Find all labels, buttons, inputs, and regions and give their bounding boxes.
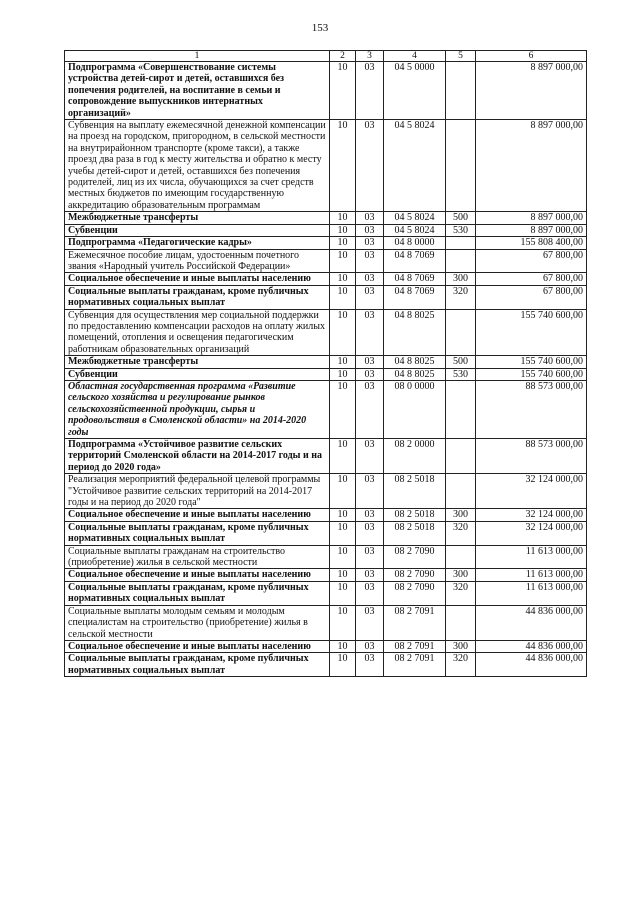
row-subsection-cell: 03 <box>356 509 384 521</box>
row-amount-cell: 155 808 400,00 <box>476 237 587 249</box>
row-subsection-cell: 03 <box>356 273 384 285</box>
row-section-cell: 10 <box>330 581 356 605</box>
row-expense-type-cell <box>446 309 476 356</box>
row-name-cell: Межбюджетные трансферты <box>65 356 330 368</box>
row-section-cell: 10 <box>330 224 356 236</box>
budget-table <box>64 50 587 677</box>
row-name-cell: Ежемесячное пособие лицам, удостоенным почетного звания «Народный учитель Российской Федерации» <box>65 249 330 273</box>
row-expense-type-cell: 300 <box>446 569 476 581</box>
row-section-cell: 10 <box>330 521 356 545</box>
row-subsection-cell: 03 <box>356 439 384 474</box>
row-expense-type-cell: 530 <box>446 368 476 380</box>
row-section-cell: 10 <box>330 62 356 120</box>
table-row <box>65 212 587 224</box>
table-row <box>65 605 587 640</box>
row-name-cell: Социальные выплаты гражданам на строительство (приобретение) жилья в сельской местности <box>65 545 330 569</box>
row-expense-type-cell: 500 <box>446 212 476 224</box>
row-name-cell: Реализация мероприятий федеральной целевой программы "Устойчивое развитие сельских территорий на 2014-2017 годы и на период до 2020 года" <box>65 474 330 509</box>
row-expense-type-cell <box>446 545 476 569</box>
row-expense-type-cell <box>446 62 476 120</box>
row-target-code-cell: 08 2 7091 <box>384 653 446 677</box>
row-subsection-cell: 03 <box>356 249 384 273</box>
row-section-cell: 10 <box>330 605 356 640</box>
row-name-cell: Социальное обеспечение и иные выплаты населению <box>65 569 330 581</box>
table-row <box>65 474 587 509</box>
row-name-cell: Субвенция для осуществления мер социальной поддержки по предоставлению компенсации расходов на оплату жилых помещений, отопления и освещения педагогическим работникам образовательных организаций <box>65 309 330 356</box>
row-subsection-cell: 03 <box>356 212 384 224</box>
row-amount-cell: 155 740 600,00 <box>476 356 587 368</box>
row-section-cell: 10 <box>330 309 356 356</box>
table-row <box>65 356 587 368</box>
row-subsection-cell: 03 <box>356 285 384 309</box>
row-expense-type-cell <box>446 474 476 509</box>
table-row <box>65 439 587 474</box>
row-target-code-cell: 08 2 5018 <box>384 509 446 521</box>
table-row <box>65 273 587 285</box>
header-cell-name: 1 <box>65 51 330 62</box>
row-amount-cell: 32 124 000,00 <box>476 521 587 545</box>
row-name-cell: Субвенции <box>65 224 330 236</box>
row-name-cell: Социальные выплаты гражданам, кроме публичных нормативных социальных выплат <box>65 653 330 677</box>
table-row <box>65 521 587 545</box>
row-section-cell: 10 <box>330 509 356 521</box>
row-amount-cell: 44 836 000,00 <box>476 605 587 640</box>
table-row <box>65 62 587 120</box>
row-name-cell: Социальные выплаты молодым семьям и молодым специалистам на строительство (приобретение) жилья в сельской местности <box>65 605 330 640</box>
row-amount-cell: 67 800,00 <box>476 249 587 273</box>
header-cell-subsection: 3 <box>356 51 384 62</box>
row-target-code-cell: 04 8 8025 <box>384 309 446 356</box>
row-section-cell: 10 <box>330 545 356 569</box>
row-expense-type-cell: 320 <box>446 653 476 677</box>
header-row <box>65 51 587 62</box>
row-subsection-cell: 03 <box>356 474 384 509</box>
row-name-cell: Областная государственная программа «Развитие сельского хозяйства и регулирование рынков сельскохозяйственной продукции, сырья и продовольствия в Смоленской области» на 2014-2020 годы <box>65 380 330 438</box>
row-name-cell: Подпрограмма «Устойчивое развитие сельских территорий Смоленской области на 2014-2017 годы и на период до 2020 года» <box>65 439 330 474</box>
row-name-cell: Социальное обеспечение и иные выплаты населению <box>65 509 330 521</box>
row-subsection-cell: 03 <box>356 653 384 677</box>
row-section-cell: 10 <box>330 640 356 652</box>
row-expense-type-cell <box>446 605 476 640</box>
row-amount-cell: 67 800,00 <box>476 285 587 309</box>
table-row <box>65 569 587 581</box>
header-cell-target-code: 4 <box>384 51 446 62</box>
row-target-code-cell: 08 2 0000 <box>384 439 446 474</box>
table-row <box>65 380 587 438</box>
row-target-code-cell: 04 8 7069 <box>384 249 446 273</box>
row-expense-type-cell <box>446 120 476 212</box>
header-cell-amount: 6 <box>476 51 587 62</box>
row-subsection-cell: 03 <box>356 380 384 438</box>
row-subsection-cell: 03 <box>356 640 384 652</box>
row-target-code-cell: 04 8 8025 <box>384 356 446 368</box>
row-target-code-cell: 04 8 7069 <box>384 285 446 309</box>
row-amount-cell: 155 740 600,00 <box>476 309 587 356</box>
row-name-cell: Социальное обеспечение и иные выплаты населению <box>65 273 330 285</box>
row-name-cell: Социальное обеспечение и иные выплаты населению <box>65 640 330 652</box>
table-row <box>65 224 587 236</box>
row-target-code-cell: 08 2 7091 <box>384 640 446 652</box>
row-target-code-cell: 04 8 8025 <box>384 368 446 380</box>
table-row <box>65 640 587 652</box>
row-target-code-cell: 04 8 7069 <box>384 273 446 285</box>
row-target-code-cell: 08 2 5018 <box>384 474 446 509</box>
row-amount-cell: 8 897 000,00 <box>476 62 587 120</box>
row-section-cell: 10 <box>330 439 356 474</box>
row-section-cell: 10 <box>330 356 356 368</box>
row-section-cell: 10 <box>330 569 356 581</box>
row-amount-cell: 155 740 600,00 <box>476 368 587 380</box>
row-expense-type-cell: 320 <box>446 581 476 605</box>
table-row <box>65 309 587 356</box>
table-row <box>65 545 587 569</box>
row-expense-type-cell: 300 <box>446 509 476 521</box>
row-subsection-cell: 03 <box>356 545 384 569</box>
row-expense-type-cell <box>446 380 476 438</box>
table-row <box>65 368 587 380</box>
row-section-cell: 10 <box>330 474 356 509</box>
row-section-cell: 10 <box>330 237 356 249</box>
table-row <box>65 285 587 309</box>
row-expense-type-cell <box>446 249 476 273</box>
row-expense-type-cell: 300 <box>446 273 476 285</box>
row-name-cell: Межбюджетные трансферты <box>65 212 330 224</box>
row-target-code-cell: 08 2 7090 <box>384 569 446 581</box>
table-row <box>65 581 587 605</box>
row-expense-type-cell: 500 <box>446 356 476 368</box>
row-section-cell: 10 <box>330 653 356 677</box>
header-cell-section: 2 <box>330 51 356 62</box>
row-name-cell: Подпрограмма «Педагогические кадры» <box>65 237 330 249</box>
row-amount-cell: 8 897 000,00 <box>476 212 587 224</box>
row-subsection-cell: 03 <box>356 521 384 545</box>
row-subsection-cell: 03 <box>356 569 384 581</box>
row-subsection-cell: 03 <box>356 581 384 605</box>
row-amount-cell: 44 836 000,00 <box>476 640 587 652</box>
row-expense-type-cell <box>446 439 476 474</box>
row-section-cell: 10 <box>330 380 356 438</box>
row-name-cell: Субвенция на выплату ежемесячной денежной компенсации на проезд на городском, пригородном, в сельской местности на внутрирайонном транспорте (кроме такси), а также проезд два раза в год к месту жительства и обратно к месту учебы детей-сирот и детей, оставшихся без попечения родителей, лиц из их числа, обучающихся за счет средств местных бюджетов по имеющим государственную аккредитацию образовательным программам <box>65 120 330 212</box>
table-row <box>65 237 587 249</box>
row-expense-type-cell: 300 <box>446 640 476 652</box>
row-subsection-cell: 03 <box>356 62 384 120</box>
row-section-cell: 10 <box>330 285 356 309</box>
row-subsection-cell: 03 <box>356 120 384 212</box>
row-target-code-cell: 08 2 7090 <box>384 545 446 569</box>
header-cell-expense-type: 5 <box>446 51 476 62</box>
row-target-code-cell: 04 8 0000 <box>384 237 446 249</box>
row-amount-cell: 67 800,00 <box>476 273 587 285</box>
table-row <box>65 120 587 212</box>
table-body <box>65 62 587 677</box>
row-amount-cell: 11 613 000,00 <box>476 545 587 569</box>
row-expense-type-cell: 530 <box>446 224 476 236</box>
row-amount-cell: 88 573 000,00 <box>476 439 587 474</box>
row-name-cell: Подпрограмма «Совершенствование системы устройства детей-сирот и детей, оставшихся без попечения родителей, на воспитание в семьи и сопровождение выпускников интернатных организаций» <box>65 62 330 120</box>
row-amount-cell: 8 897 000,00 <box>476 224 587 236</box>
table-row <box>65 249 587 273</box>
row-section-cell: 10 <box>330 368 356 380</box>
row-name-cell: Социальные выплаты гражданам, кроме публичных нормативных социальных выплат <box>65 521 330 545</box>
page-number: 153 <box>311 22 329 34</box>
row-expense-type-cell: 320 <box>446 285 476 309</box>
row-amount-cell: 8 897 000,00 <box>476 120 587 212</box>
row-expense-type-cell: 320 <box>446 521 476 545</box>
row-subsection-cell: 03 <box>356 368 384 380</box>
row-target-code-cell: 08 0 0000 <box>384 380 446 438</box>
row-section-cell: 10 <box>330 249 356 273</box>
row-amount-cell: 32 124 000,00 <box>476 509 587 521</box>
row-section-cell: 10 <box>330 212 356 224</box>
row-name-cell: Социальные выплаты гражданам, кроме публичных нормативных социальных выплат <box>65 581 330 605</box>
row-amount-cell: 88 573 000,00 <box>476 380 587 438</box>
row-subsection-cell: 03 <box>356 237 384 249</box>
row-amount-cell: 11 613 000,00 <box>476 569 587 581</box>
row-target-code-cell: 04 5 0000 <box>384 62 446 120</box>
row-subsection-cell: 03 <box>356 605 384 640</box>
row-target-code-cell: 08 2 5018 <box>384 521 446 545</box>
row-target-code-cell: 08 2 7090 <box>384 581 446 605</box>
row-target-code-cell: 04 5 8024 <box>384 212 446 224</box>
table-row <box>65 509 587 521</box>
table-row <box>65 653 587 677</box>
row-expense-type-cell <box>446 237 476 249</box>
row-target-code-cell: 04 5 8024 <box>384 120 446 212</box>
row-subsection-cell: 03 <box>356 309 384 356</box>
row-subsection-cell: 03 <box>356 356 384 368</box>
row-name-cell: Социальные выплаты гражданам, кроме публичных нормативных социальных выплат <box>65 285 330 309</box>
row-amount-cell: 44 836 000,00 <box>476 653 587 677</box>
row-amount-cell: 11 613 000,00 <box>476 581 587 605</box>
row-section-cell: 10 <box>330 120 356 212</box>
row-target-code-cell: 04 5 8024 <box>384 224 446 236</box>
row-target-code-cell: 08 2 7091 <box>384 605 446 640</box>
row-section-cell: 10 <box>330 273 356 285</box>
row-amount-cell: 32 124 000,00 <box>476 474 587 509</box>
row-subsection-cell: 03 <box>356 224 384 236</box>
row-name-cell: Субвенции <box>65 368 330 380</box>
